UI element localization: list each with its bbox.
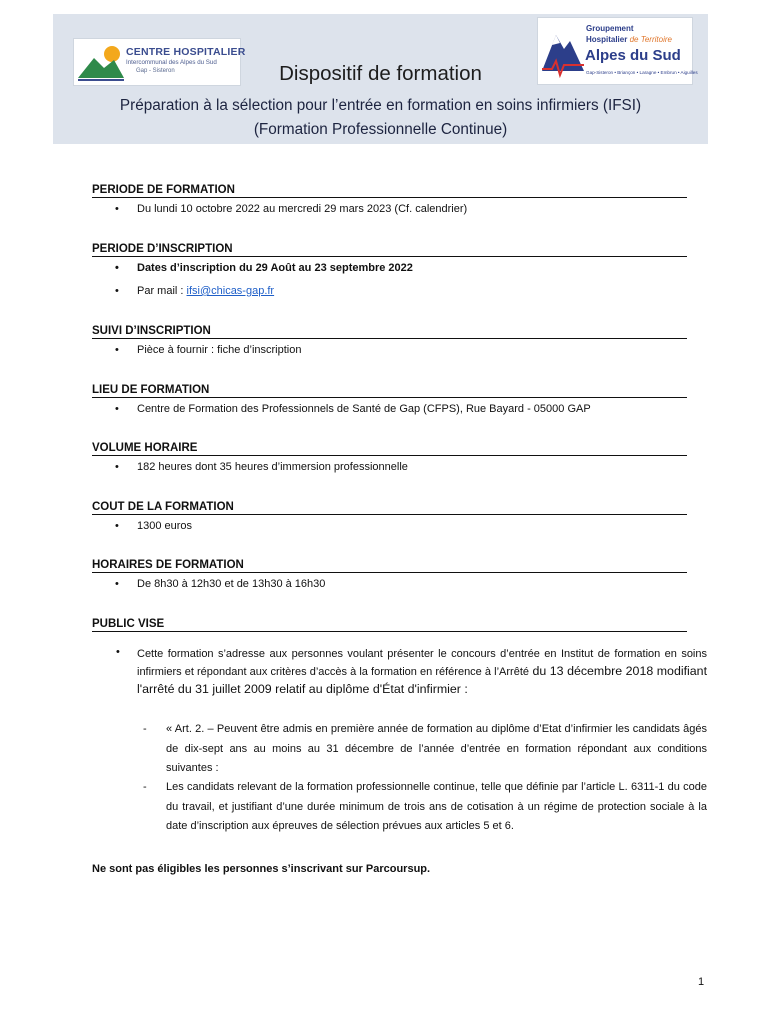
bullet-icon: • (115, 285, 119, 297)
heading-text: PUBLIC VISE (92, 618, 165, 630)
section-cout-formation (92, 501, 687, 534)
logo-right-line3: Alpes du Sud (585, 47, 681, 64)
item-text: Pièce à fournir : fiche d’inscription (137, 344, 302, 356)
section-heading (92, 559, 687, 573)
logo-right-line4: Gap-Sisteron • Briançon • Laragne • Embrun • Aiguilles (586, 70, 698, 75)
para-part2: du 13 décembre 2018 modifiant l'arrêté du 31 juillet 2009 relatif au diplôme d'État d'infirmier : (137, 664, 708, 696)
item-text: Centre de Formation des Professionnels de Santé de Gap (CFPS), Rue Bayard - 05000 GAP (137, 403, 591, 415)
para-part1: Cette formation s’adresse aux personnes voulant présenter le concours d’entrée en Institut de formation en soins infirmiers et répondant aux critères d’accès à la formation en référence à l’Arrêté (137, 648, 707, 678)
heading-text: SUIVI D’INSCRIPTION (92, 325, 211, 337)
section-heading (92, 501, 687, 515)
item-text: 1300 euros (137, 520, 193, 532)
item-label: Par mail : (137, 285, 187, 297)
heading-text: LIEU DE FORMATION (92, 384, 210, 396)
bullet-icon: • (115, 403, 119, 415)
public-vise-paragraph (137, 646, 707, 699)
logo-right-line2b: de Territoire (629, 35, 672, 44)
list-item (92, 284, 687, 299)
section-public-vise (92, 618, 687, 632)
item-text: Du lundi 10 octobre 2022 au mercredi 29 mars 2023 (Cf. calendrier) (137, 203, 468, 215)
section-horaires-formation (92, 559, 687, 592)
logo-left-line1: CENTRE HOSPITALIER (126, 46, 246, 58)
page-subtitle (53, 94, 708, 142)
section-heading (92, 442, 687, 456)
list-item (92, 577, 687, 592)
section-heading (92, 618, 687, 632)
heading-text: PERIODE DE FORMATION (92, 184, 235, 196)
list-item (92, 460, 687, 475)
section-periode-inscription (92, 243, 687, 299)
heading-text: VOLUME HORAIRE (92, 442, 198, 454)
bullet-icon: • (116, 646, 120, 658)
bullet-icon: • (115, 520, 119, 532)
heading-text: HORAIRES DE FORMATION (92, 559, 244, 571)
logo-right-line2 (586, 35, 672, 44)
list-item (92, 519, 687, 534)
logo-right-line2a: Hospitalier (586, 35, 628, 44)
section-heading (92, 184, 687, 198)
bullet-icon: • (115, 344, 119, 356)
section-volume-horaire (92, 442, 687, 475)
logo-right-line1: Groupement (586, 24, 634, 33)
heading-text: PERIODE D’INSCRIPTION (92, 243, 233, 255)
bullet-icon: • (115, 262, 119, 274)
dash-marker: - (143, 723, 147, 735)
section-heading (92, 384, 687, 398)
item-text: Dates d’inscription du 29 Août au 23 septembre 2022 (137, 262, 413, 274)
section-heading (92, 325, 687, 339)
dash-marker: - (143, 781, 147, 793)
section-heading (92, 243, 687, 257)
heading-text: COUT DE LA FORMATION (92, 501, 234, 513)
item-text: De 8h30 à 12h30 et de 13h30 à 16h30 (137, 578, 326, 590)
eligibility-note: Ne sont pas éligibles les personnes s’inscrivant sur Parcoursup. (92, 863, 431, 875)
logo-left-line3: Gap - Sisteron (136, 68, 175, 74)
article-2-item: « Art. 2. – Peuvent être admis en première année de formation au diplôme d’Etat d’infirmier les candidats âgés de dix-sept ans au moins au 31 décembre de l’année d’entrée en formation répondant aux conditions suivantes : (166, 723, 707, 774)
page-number: 1 (698, 976, 705, 988)
bullet-icon: • (115, 203, 119, 215)
section-lieu-formation (92, 384, 687, 417)
list-item (92, 402, 687, 417)
subtitle-line1: Préparation à la sélection pour l’entrée en formation en soins infirmiers (IFSI) (119, 97, 642, 114)
subtitle-line2: (Formation Professionnelle Continue) (253, 121, 508, 138)
page-title: Dispositif de formation (279, 62, 482, 85)
bullet-icon: • (115, 578, 119, 590)
section-suivi-inscription (92, 325, 687, 358)
formation-continue-item: Les candidats relevant de la formation professionnelle continue, telle que définie par l’article L. 6311-1 du code du travail, et justifiant d’une durée minimum de trois ans de cotisation à un régime de protection sociale à la date d’inscription aux épreuves de sélection prévues aux articles 5 et 6. (166, 781, 707, 832)
item-text: 182 heures dont 35 heures d’immersion professionnelle (137, 461, 408, 473)
document-header (53, 14, 708, 144)
email-link[interactable]: ifsi@chicas-gap.fr (186, 285, 275, 297)
list-item (92, 343, 687, 358)
list-item (92, 202, 687, 217)
list-item (92, 261, 687, 276)
logo-left-line2: Intercommunal des Alpes du Sud (126, 59, 217, 66)
section-periode-formation (92, 184, 687, 217)
bullet-icon: • (115, 461, 119, 473)
